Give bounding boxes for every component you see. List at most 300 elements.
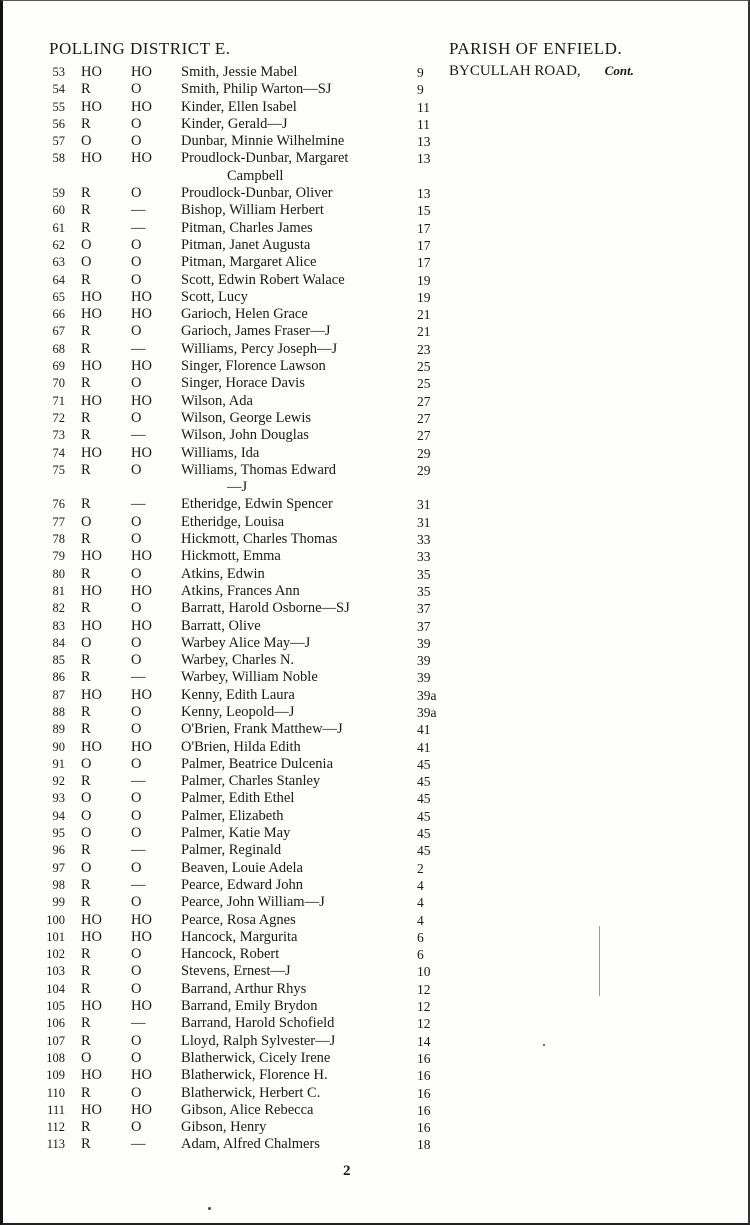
elector-name: Pearce, Rosa Agnes — [181, 911, 296, 928]
elector-name: Gibson, Henry — [181, 1119, 267, 1136]
qualification-2: O — [131, 133, 142, 150]
elector-name: Atkins, Frances Ann — [181, 582, 300, 599]
elector-row — [3, 393, 750, 410]
qualification-1: HO — [81, 911, 102, 928]
elector-row — [3, 808, 750, 825]
elector-row — [3, 790, 750, 807]
elector-number: 54 — [52, 82, 65, 97]
parish-heading: PARISH OF ENFIELD. — [449, 39, 623, 58]
qualification-1: HO — [81, 617, 102, 634]
elector-number: 63 — [52, 255, 65, 270]
elector-row — [3, 877, 750, 894]
elector-row — [3, 1015, 750, 1032]
elector-name: Palmer, Charles Stanley — [181, 773, 321, 790]
qualification-1: O — [81, 634, 92, 651]
house-number: 12 — [417, 999, 431, 1015]
elector-number: 90 — [52, 739, 65, 754]
elector-name: Kenny, Leopold—J — [181, 703, 295, 720]
qualification-2: — — [131, 1015, 146, 1032]
qualification-1: HO — [81, 548, 102, 565]
elector-row — [3, 185, 750, 202]
qualification-2: O — [131, 531, 142, 548]
house-number: 27 — [417, 428, 431, 444]
elector-row — [3, 531, 750, 548]
elector-number: 68 — [52, 341, 65, 356]
elector-name: Warbey, William Noble — [181, 669, 318, 686]
qualification-1: R — [81, 115, 91, 132]
elector-number: 103 — [46, 964, 65, 979]
qualification-2: O — [131, 963, 142, 980]
qualification-2: HO — [131, 582, 152, 599]
ink-speck — [208, 1207, 211, 1210]
qualification-1: R — [81, 600, 91, 617]
house-number: 4 — [417, 895, 424, 911]
elector-row — [3, 583, 750, 600]
elector-name: Bishop, William Herbert — [181, 202, 324, 219]
elector-number: 74 — [52, 445, 65, 460]
elector-row — [3, 427, 750, 444]
house-number: 39a — [417, 687, 437, 703]
page-number: 2 — [343, 1163, 351, 1179]
qualification-1: R — [81, 340, 91, 357]
elector-number: 57 — [52, 134, 65, 149]
elector-number: 104 — [46, 981, 65, 996]
elector-row — [3, 600, 750, 617]
qualification-1: HO — [81, 444, 102, 461]
elector-name: Blatherwick, Cicely Irene — [181, 1049, 331, 1066]
elector-row — [3, 375, 750, 392]
qualification-1: O — [81, 825, 92, 842]
house-number: 15 — [417, 203, 431, 219]
qualification-1: HO — [81, 998, 102, 1015]
qualification-1: HO — [81, 150, 102, 167]
elector-number: 59 — [52, 186, 65, 201]
house-number: 21 — [417, 324, 431, 340]
house-number: 39 — [417, 653, 431, 669]
qualification-1: R — [81, 1015, 91, 1032]
house-number: 41 — [417, 722, 431, 738]
qualification-1: HO — [81, 582, 102, 599]
qualification-2: — — [131, 340, 146, 357]
elector-number: 66 — [52, 307, 65, 322]
elector-name: Wilson, George Lewis — [181, 409, 312, 426]
elector-number: 79 — [52, 549, 65, 564]
house-number: 6 — [417, 947, 424, 963]
qualification-1: R — [81, 375, 91, 392]
elector-number: 107 — [46, 1033, 65, 1048]
house-number: 16 — [417, 1102, 431, 1118]
elector-row — [3, 998, 750, 1015]
elector-name: Proudlock-Dunbar, Margaret — [181, 150, 349, 167]
qualification-2: O — [131, 565, 142, 582]
elector-row — [3, 133, 750, 150]
paper-scratch — [599, 926, 600, 996]
elector-name: Palmer, Reginald — [181, 842, 282, 859]
qualification-1: O — [81, 133, 92, 150]
qualification-2: O — [131, 634, 142, 651]
qualification-2: O — [131, 185, 142, 202]
house-number: 37 — [417, 618, 431, 634]
house-number: 25 — [417, 359, 431, 375]
house-number: 4 — [417, 877, 424, 893]
qualification-2: — — [131, 876, 146, 893]
elector-row — [3, 1119, 750, 1136]
house-number: 27 — [417, 410, 431, 426]
elector-number: 96 — [52, 843, 65, 858]
elector-row — [3, 1136, 750, 1153]
house-number: 10 — [417, 964, 431, 980]
house-number: 21 — [417, 307, 431, 323]
qualification-1: R — [81, 1032, 91, 1049]
elector-number: 72 — [52, 410, 65, 425]
elector-number: 112 — [46, 1120, 65, 1135]
elector-number: 62 — [52, 237, 65, 252]
elector-number: 71 — [52, 393, 65, 408]
elector-name: Wilson, John Douglas — [181, 427, 309, 444]
elector-row — [3, 635, 750, 652]
elector-name: Barrand, Arthur Rhys — [181, 980, 307, 997]
qualification-1: R — [81, 721, 91, 738]
qualification-2: O — [131, 81, 142, 98]
elector-name: Barrand, Harold Schofield — [181, 1015, 335, 1032]
elector-name: Smith, Jessie Mabel — [181, 64, 298, 80]
elector-name: Palmer, Katie May — [181, 825, 291, 842]
house-number: 23 — [417, 341, 431, 357]
qualification-1: O — [81, 790, 92, 807]
elector-number: 58 — [52, 151, 65, 166]
house-number: 11 — [417, 99, 430, 115]
house-number: 29 — [417, 462, 431, 478]
qualification-2: O — [131, 323, 142, 340]
elector-row — [3, 150, 750, 185]
continued-label: Cont. — [604, 63, 634, 78]
qualification-1: O — [81, 1049, 92, 1066]
elector-name: Pearce, Edward John — [181, 876, 303, 893]
qualification-1: HO — [81, 928, 102, 945]
qualification-1: R — [81, 496, 91, 513]
elector-name: Pitman, Charles James — [181, 219, 313, 236]
elector-number: 60 — [52, 203, 65, 218]
elector-number: 95 — [52, 826, 65, 841]
house-number: 17 — [417, 220, 431, 236]
elector-number: 101 — [46, 929, 65, 944]
elector-row — [3, 721, 750, 738]
qualification-2: O — [131, 755, 142, 772]
qualification-1: HO — [81, 358, 102, 375]
elector-row — [3, 358, 750, 375]
qualification-1: R — [81, 409, 91, 426]
house-number: 13 — [417, 151, 431, 167]
elector-row — [3, 254, 750, 271]
street-name: BYCULLAH ROAD, — [449, 63, 581, 79]
qualification-2: HO — [131, 617, 152, 634]
qualification-1: HO — [81, 738, 102, 755]
house-number: 31 — [417, 514, 431, 530]
elector-name: Stevens, Ernest—J — [181, 963, 291, 980]
elector-row — [3, 669, 750, 686]
house-number: 16 — [417, 1085, 431, 1101]
house-number: 16 — [417, 1120, 431, 1136]
elector-name: Hancock, Margurita — [181, 928, 298, 945]
elector-row — [3, 514, 750, 531]
qualification-2: O — [131, 652, 142, 669]
elector-number: 77 — [52, 514, 65, 529]
elector-name: Gibson, Alice Rebecca — [181, 1101, 314, 1118]
elector-name: Beaven, Louie Adela — [181, 859, 303, 876]
elector-number: 61 — [52, 220, 65, 235]
elector-number: 65 — [52, 289, 65, 304]
qualification-1: HO — [81, 288, 102, 305]
elector-number: 98 — [52, 877, 65, 892]
elector-number: 86 — [52, 670, 65, 685]
house-number: 11 — [417, 116, 430, 132]
qualification-1: HO — [81, 306, 102, 323]
qualification-1: R — [81, 773, 91, 790]
qualification-1: R — [81, 202, 91, 219]
qualification-1: R — [81, 323, 91, 340]
qualification-2: O — [131, 790, 142, 807]
elector-number: 100 — [46, 912, 65, 927]
qualification-2: — — [131, 773, 146, 790]
qualification-2: HO — [131, 444, 152, 461]
house-number: 17 — [417, 237, 431, 253]
qualification-2: HO — [131, 998, 152, 1015]
qualification-1: O — [81, 807, 92, 824]
elector-row — [3, 618, 750, 635]
qualification-1: R — [81, 81, 91, 98]
elector-name-continuation: Campbell — [227, 167, 284, 184]
elector-name: Garioch, Helen Grace — [181, 306, 308, 323]
elector-name: Singer, Horace Davis — [181, 375, 305, 392]
house-number: 45 — [417, 774, 431, 790]
elector-name: Palmer, Edith Ethel — [181, 790, 295, 807]
elector-row — [3, 341, 750, 358]
qualification-2: HO — [131, 98, 152, 115]
qualification-2: — — [131, 427, 146, 444]
elector-number: 89 — [52, 722, 65, 737]
elector-name: O'Brien, Hilda Edith — [181, 738, 301, 755]
house-number: 33 — [417, 532, 431, 548]
qualification-2: — — [131, 202, 146, 219]
house-number: 6 — [417, 929, 424, 945]
house-number: 13 — [417, 134, 431, 150]
house-number: 25 — [417, 376, 431, 392]
qualification-1: R — [81, 652, 91, 669]
elector-number: 75 — [52, 462, 65, 477]
elector-name: Singer, Florence Lawson — [181, 358, 326, 375]
elector-row — [3, 64, 750, 81]
elector-row — [3, 946, 750, 963]
house-number: 31 — [417, 497, 431, 513]
elector-name-continuation: —J — [227, 479, 248, 496]
house-number: 12 — [417, 981, 431, 997]
elector-name: Etheridge, Edwin Spencer — [181, 496, 333, 513]
qualification-1: R — [81, 703, 91, 720]
elector-row — [3, 496, 750, 513]
house-number: 41 — [417, 739, 431, 755]
elector-number: 78 — [52, 532, 65, 547]
qualification-2: O — [131, 807, 142, 824]
elector-number: 76 — [52, 497, 65, 512]
elector-row — [3, 1050, 750, 1067]
elector-number: 85 — [52, 653, 65, 668]
qualification-2: O — [131, 825, 142, 842]
qualification-1: R — [81, 980, 91, 997]
elector-name: Williams, Thomas Edward — [181, 461, 336, 478]
elector-name: Pearce, John William—J — [181, 894, 325, 911]
elector-name: Blatherwick, Herbert C. — [181, 1084, 321, 1101]
elector-number: 109 — [46, 1068, 65, 1083]
elector-name: Williams, Ida — [181, 444, 260, 461]
qualification-1: O — [81, 236, 92, 253]
elector-row — [3, 1085, 750, 1102]
house-number: 35 — [417, 566, 431, 582]
elector-row — [3, 739, 750, 756]
polling-district-heading: POLLING DISTRICT E. — [49, 39, 231, 58]
qualification-2: HO — [131, 288, 152, 305]
qualification-1: HO — [81, 686, 102, 703]
qualification-1: R — [81, 876, 91, 893]
elector-row — [3, 81, 750, 98]
qualification-1: R — [81, 1119, 91, 1136]
elector-number: 67 — [52, 324, 65, 339]
elector-name: Lloyd, Ralph Sylvester—J — [181, 1032, 336, 1049]
house-number: 14 — [417, 1033, 431, 1049]
qualification-1: R — [81, 946, 91, 963]
qualification-2: — — [131, 842, 146, 859]
elector-number: 82 — [52, 601, 65, 616]
elector-row — [3, 237, 750, 254]
qualification-2: O — [131, 1119, 142, 1136]
qualification-1: HO — [81, 392, 102, 409]
elector-row — [3, 963, 750, 980]
house-number: 45 — [417, 791, 431, 807]
elector-name: Scott, Lucy — [181, 288, 248, 305]
qualification-2: O — [131, 236, 142, 253]
qualification-1: R — [81, 963, 91, 980]
elector-row — [3, 773, 750, 790]
elector-number: 88 — [52, 704, 65, 719]
elector-name: Proudlock-Dunbar, Oliver — [181, 185, 333, 202]
qualification-2: HO — [131, 738, 152, 755]
house-number: 18 — [417, 1137, 431, 1153]
elector-number: 80 — [52, 566, 65, 581]
elector-number: 64 — [52, 272, 65, 287]
qualification-2: HO — [131, 392, 152, 409]
qualification-2: HO — [131, 1067, 152, 1084]
house-number: 16 — [417, 1068, 431, 1084]
house-number: 9 — [417, 65, 424, 80]
elector-row — [3, 912, 750, 929]
elector-number: 97 — [52, 860, 65, 875]
house-number: 17 — [417, 255, 431, 271]
qualification-1: HO — [81, 98, 102, 115]
elector-row — [3, 566, 750, 583]
elector-name: Barratt, Harold Osborne—SJ — [181, 600, 350, 617]
qualification-2: HO — [131, 64, 152, 80]
elector-number: 87 — [52, 687, 65, 702]
elector-row — [3, 756, 750, 773]
qualification-1: R — [81, 1084, 91, 1101]
elector-row — [3, 929, 750, 946]
elector-name: Barrand, Emily Brydon — [181, 998, 318, 1015]
qualification-1: R — [81, 565, 91, 582]
qualification-1: O — [81, 254, 92, 271]
house-number: 13 — [417, 186, 431, 202]
elector-name: Williams, Percy Joseph—J — [181, 340, 338, 357]
qualification-2: O — [131, 859, 142, 876]
house-number: 39a — [417, 704, 437, 720]
qualification-1: R — [81, 185, 91, 202]
elector-number: 113 — [46, 1137, 65, 1152]
elector-number: 69 — [52, 359, 65, 374]
elector-row — [3, 289, 750, 306]
elector-name: Palmer, Elizabeth — [181, 807, 284, 824]
qualification-2: O — [131, 721, 142, 738]
house-number: 33 — [417, 549, 431, 565]
elector-row — [3, 445, 750, 462]
elector-number: 111 — [47, 1102, 65, 1117]
elector-number: 93 — [52, 791, 65, 806]
qualification-2: O — [131, 409, 142, 426]
elector-number: 110 — [46, 1085, 65, 1100]
qualification-1: O — [81, 513, 92, 530]
elector-name: O'Brien, Frank Matthew—J — [181, 721, 343, 738]
qualification-2: O — [131, 946, 142, 963]
elector-row — [3, 116, 750, 133]
elector-row — [3, 1102, 750, 1119]
qualification-2: HO — [131, 548, 152, 565]
qualification-1: R — [81, 842, 91, 859]
elector-name: Hancock, Robert — [181, 946, 280, 963]
qualification-1: R — [81, 219, 91, 236]
qualification-1: R — [81, 531, 91, 548]
elector-row — [3, 548, 750, 565]
qualification-2: O — [131, 513, 142, 530]
elector-list — [3, 64, 750, 1154]
elector-row — [3, 825, 750, 842]
elector-row — [3, 1067, 750, 1084]
elector-number: 99 — [52, 895, 65, 910]
elector-number: 81 — [52, 583, 65, 598]
qualification-2: O — [131, 1049, 142, 1066]
ink-speck — [543, 1044, 545, 1046]
elector-name: Kinder, Gerald—J — [181, 115, 288, 132]
elector-name: Scott, Edwin Robert Walace — [181, 271, 345, 288]
qualification-2: O — [131, 1032, 142, 1049]
qualification-2: — — [131, 669, 146, 686]
qualification-1: R — [81, 1136, 91, 1153]
elector-number: 108 — [46, 1050, 65, 1065]
qualification-1: R — [81, 461, 91, 478]
elector-row — [3, 220, 750, 237]
elector-row — [3, 1033, 750, 1050]
elector-name: Atkins, Edwin — [181, 565, 265, 582]
qualification-2: O — [131, 894, 142, 911]
elector-name: Wilson, Ada — [181, 392, 253, 409]
elector-number: 53 — [52, 65, 65, 79]
qualification-2: HO — [131, 306, 152, 323]
qualification-2: O — [131, 1084, 142, 1101]
elector-number: 105 — [46, 999, 65, 1014]
house-number: 29 — [417, 445, 431, 461]
elector-number: 84 — [52, 635, 65, 650]
house-number: 4 — [417, 912, 424, 928]
house-number: 39 — [417, 635, 431, 651]
elector-number: 70 — [52, 376, 65, 391]
qualification-1: R — [81, 669, 91, 686]
elector-number: 92 — [52, 774, 65, 789]
